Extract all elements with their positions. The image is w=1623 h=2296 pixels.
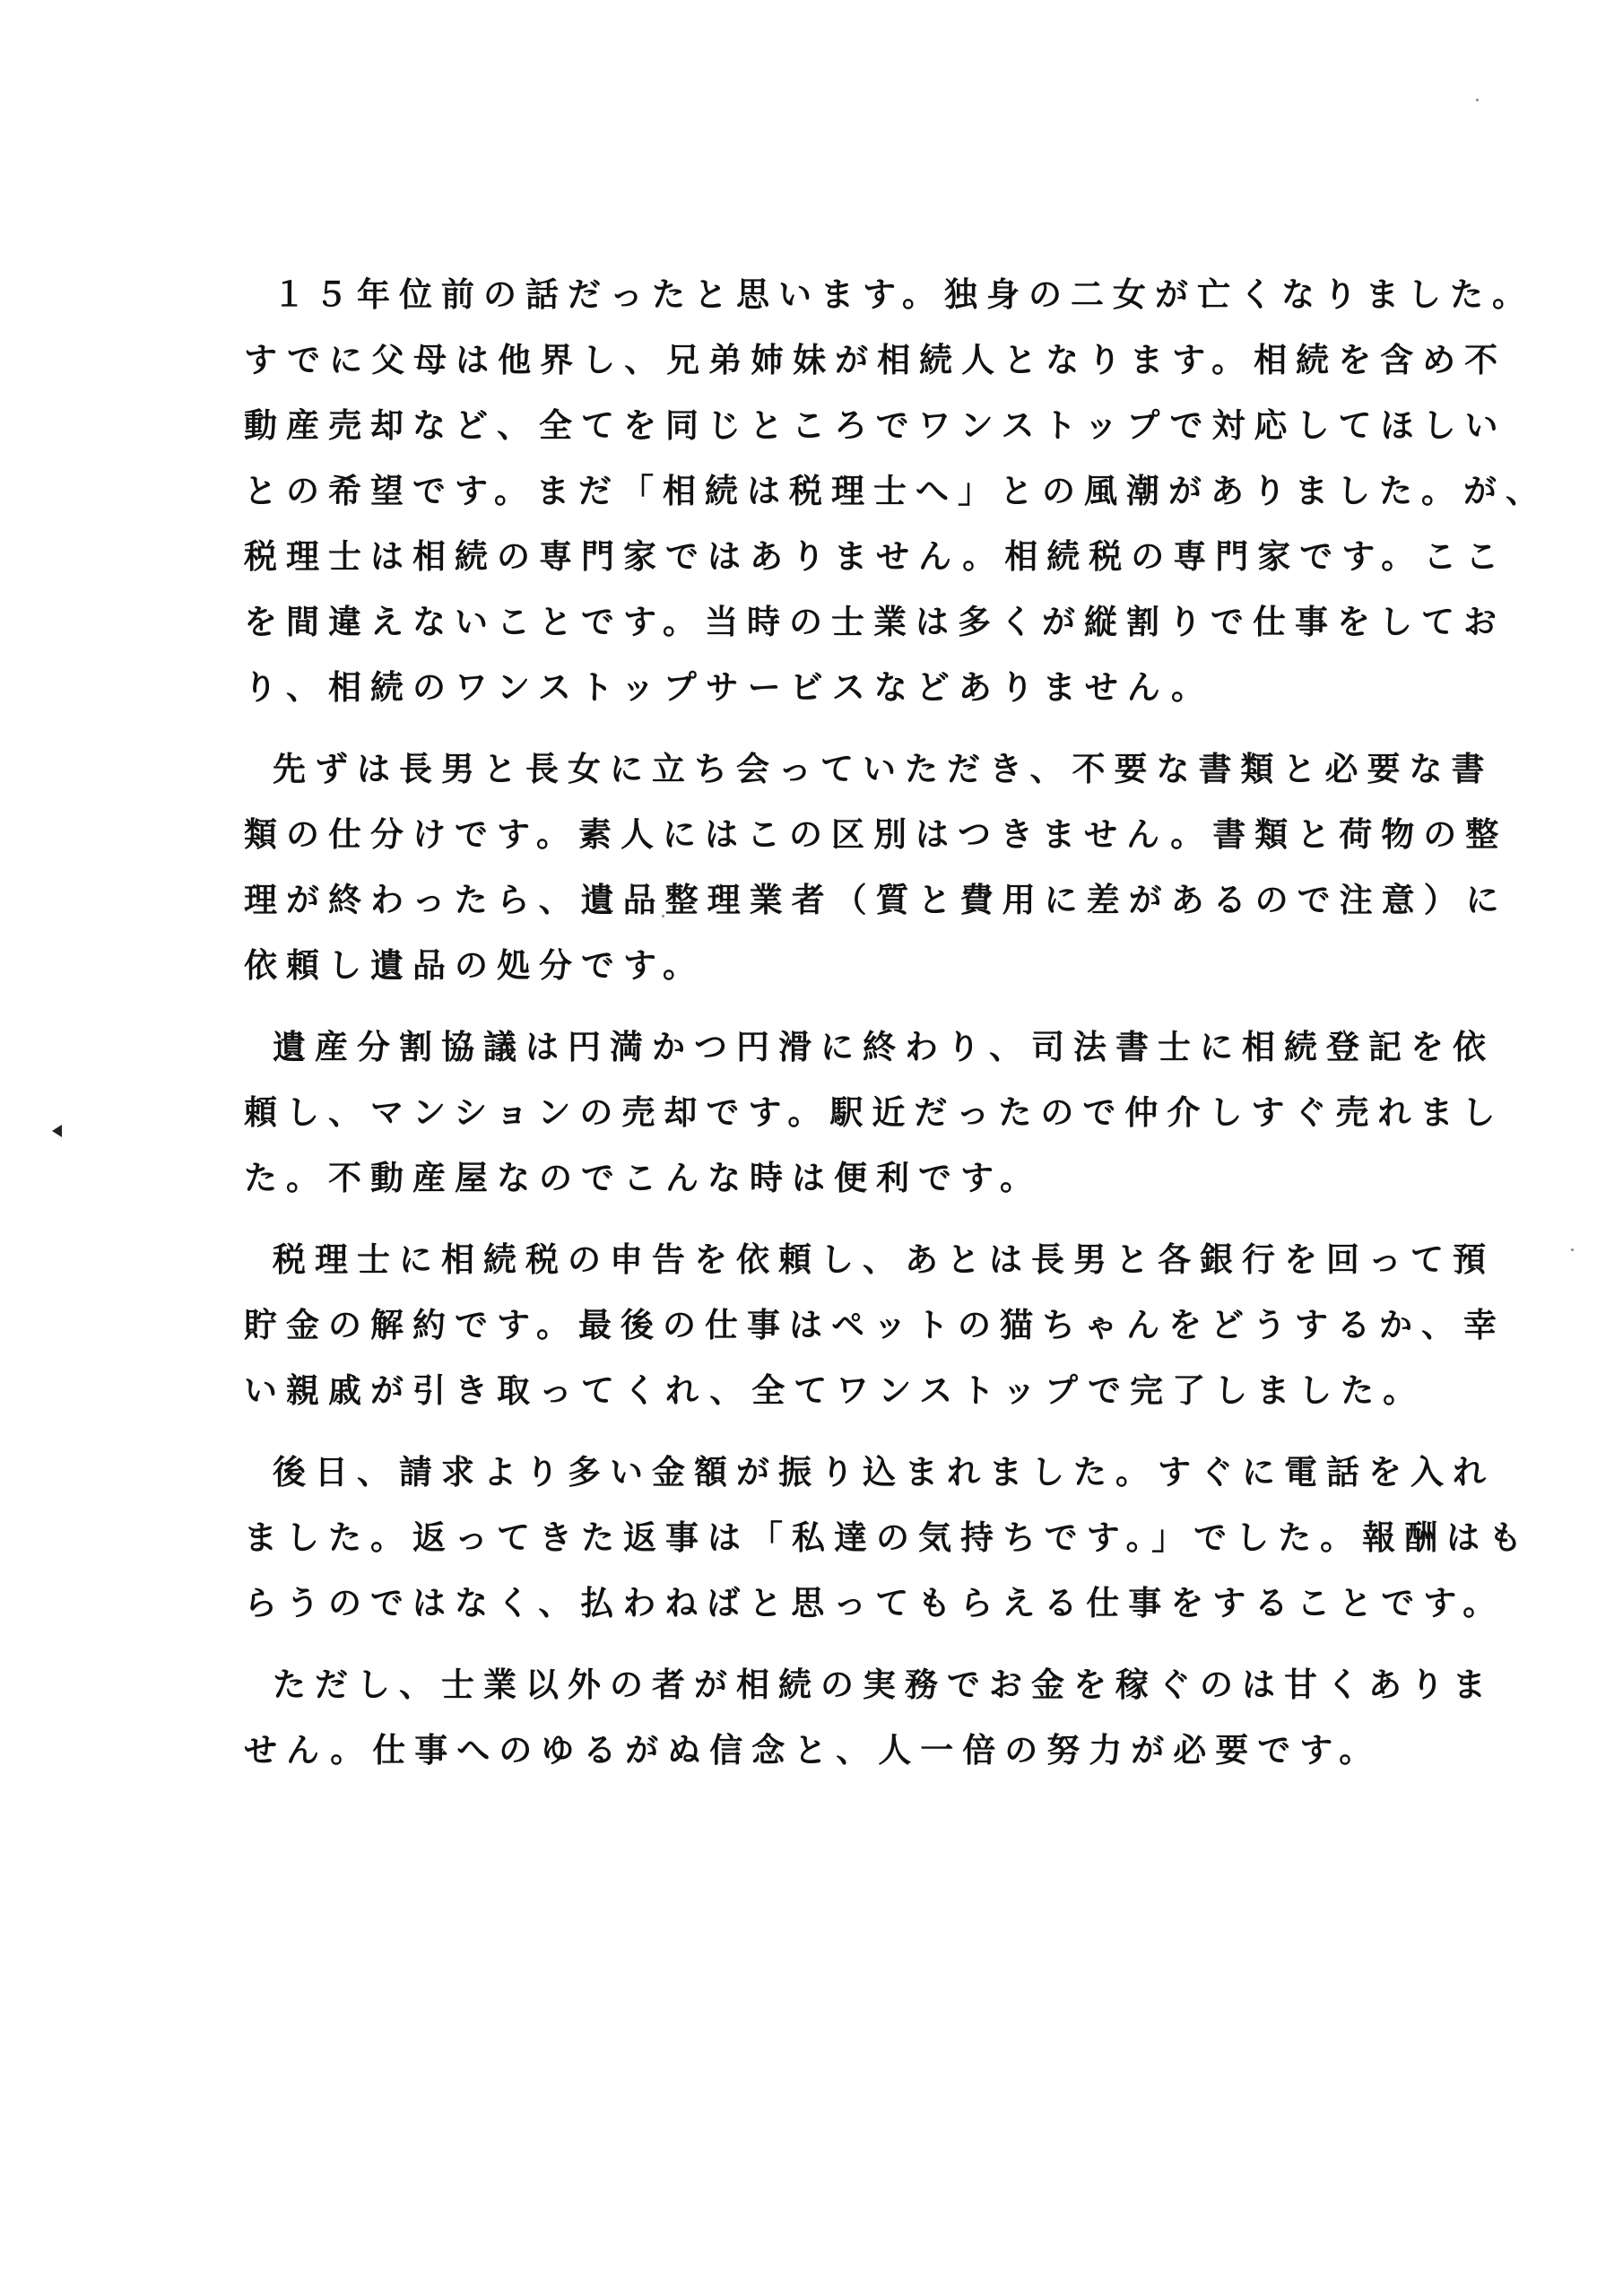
text-line: い親戚が引き取ってくれ、全てワンストップで完了しました。	[244, 1371, 1426, 1410]
paragraph-6	[244, 1652, 1495, 1783]
margin-arrow-mark	[52, 1125, 62, 1137]
text-line: り、相続のワンストップサービスなどありません。	[244, 668, 1213, 707]
scan-speck	[1476, 99, 1479, 101]
paragraph-3	[244, 1014, 1505, 1211]
paragraph-5	[244, 1439, 1532, 1636]
text-line: 貯金の解約です。最後の仕事はペットの猫ちゃんをどうするか、幸	[244, 1306, 1506, 1344]
text-line: 税理士は相続の専門家ではありません。相続税の専門家です。ここ	[244, 537, 1508, 576]
text-line: ました。返ってきた返事は「私達の気持ちです。」でした。報酬はも	[244, 1518, 1532, 1557]
paragraph-4	[244, 1227, 1506, 1423]
text-line: を間違えないことです。当時の士業は多くが縦割りで仕事をしてお	[244, 603, 1506, 641]
text-line: せん。仕事へのゆるがぬ信念と、人一倍の努力が必要です。	[244, 1731, 1382, 1770]
text-line: 後日、請求より多い金額が振り込まれました。すぐに電話を入れ	[273, 1453, 1495, 1492]
scan-speck	[1571, 1248, 1574, 1251]
text-line: 依頼し遺品の処分です。	[244, 946, 706, 985]
text-line: 先ずは長男と長女に立ち会っていただき、不要な書類と必要な書	[273, 750, 1494, 788]
text-line: 税理士に相続税の申告を依頼し、あとは長男と各銀行を回って預	[273, 1240, 1495, 1279]
text-line: 動産売却など、全てを同じところでワンストップで対応してほしい	[244, 406, 1507, 445]
text-line: らうのではなく、払わねばと思ってもらえる仕事をすることです。	[244, 1584, 1506, 1622]
text-line: 類の仕分けです。素人にはこの区別はつきません。書類と荷物の整	[244, 815, 1508, 854]
text-line: すでに父母は他界し、兄弟姉妹が相続人となります。相続を含め不	[244, 341, 1507, 379]
paragraph-1	[244, 262, 1549, 720]
text-line: との希望です。まだ「相続は税理士へ」との風潮がありました。が、	[244, 472, 1549, 510]
text-line: た。不動産屋なのでこんな時は便利です。	[244, 1159, 1043, 1197]
text-line: １５年位前の話だったと思います。独身の二女が亡くなりました。	[273, 275, 1535, 314]
paragraph-2	[244, 736, 1508, 998]
text-line: 遺産分割協議は円満かつ円滑に終わり、司法書士に相続登記を依	[273, 1028, 1495, 1066]
text-line: ただし、士業以外の者が相続の実務でお金を稼ぐのは甘くありま	[273, 1665, 1495, 1704]
body-text	[244, 262, 1549, 1783]
text-line: 理が終わったら、遺品整理業者（質と費用に差があるので注意）に	[244, 881, 1508, 919]
text-line: 頼し、マンションの売却です。駅近だったので仲介しすぐ売れまし	[244, 1093, 1505, 1132]
